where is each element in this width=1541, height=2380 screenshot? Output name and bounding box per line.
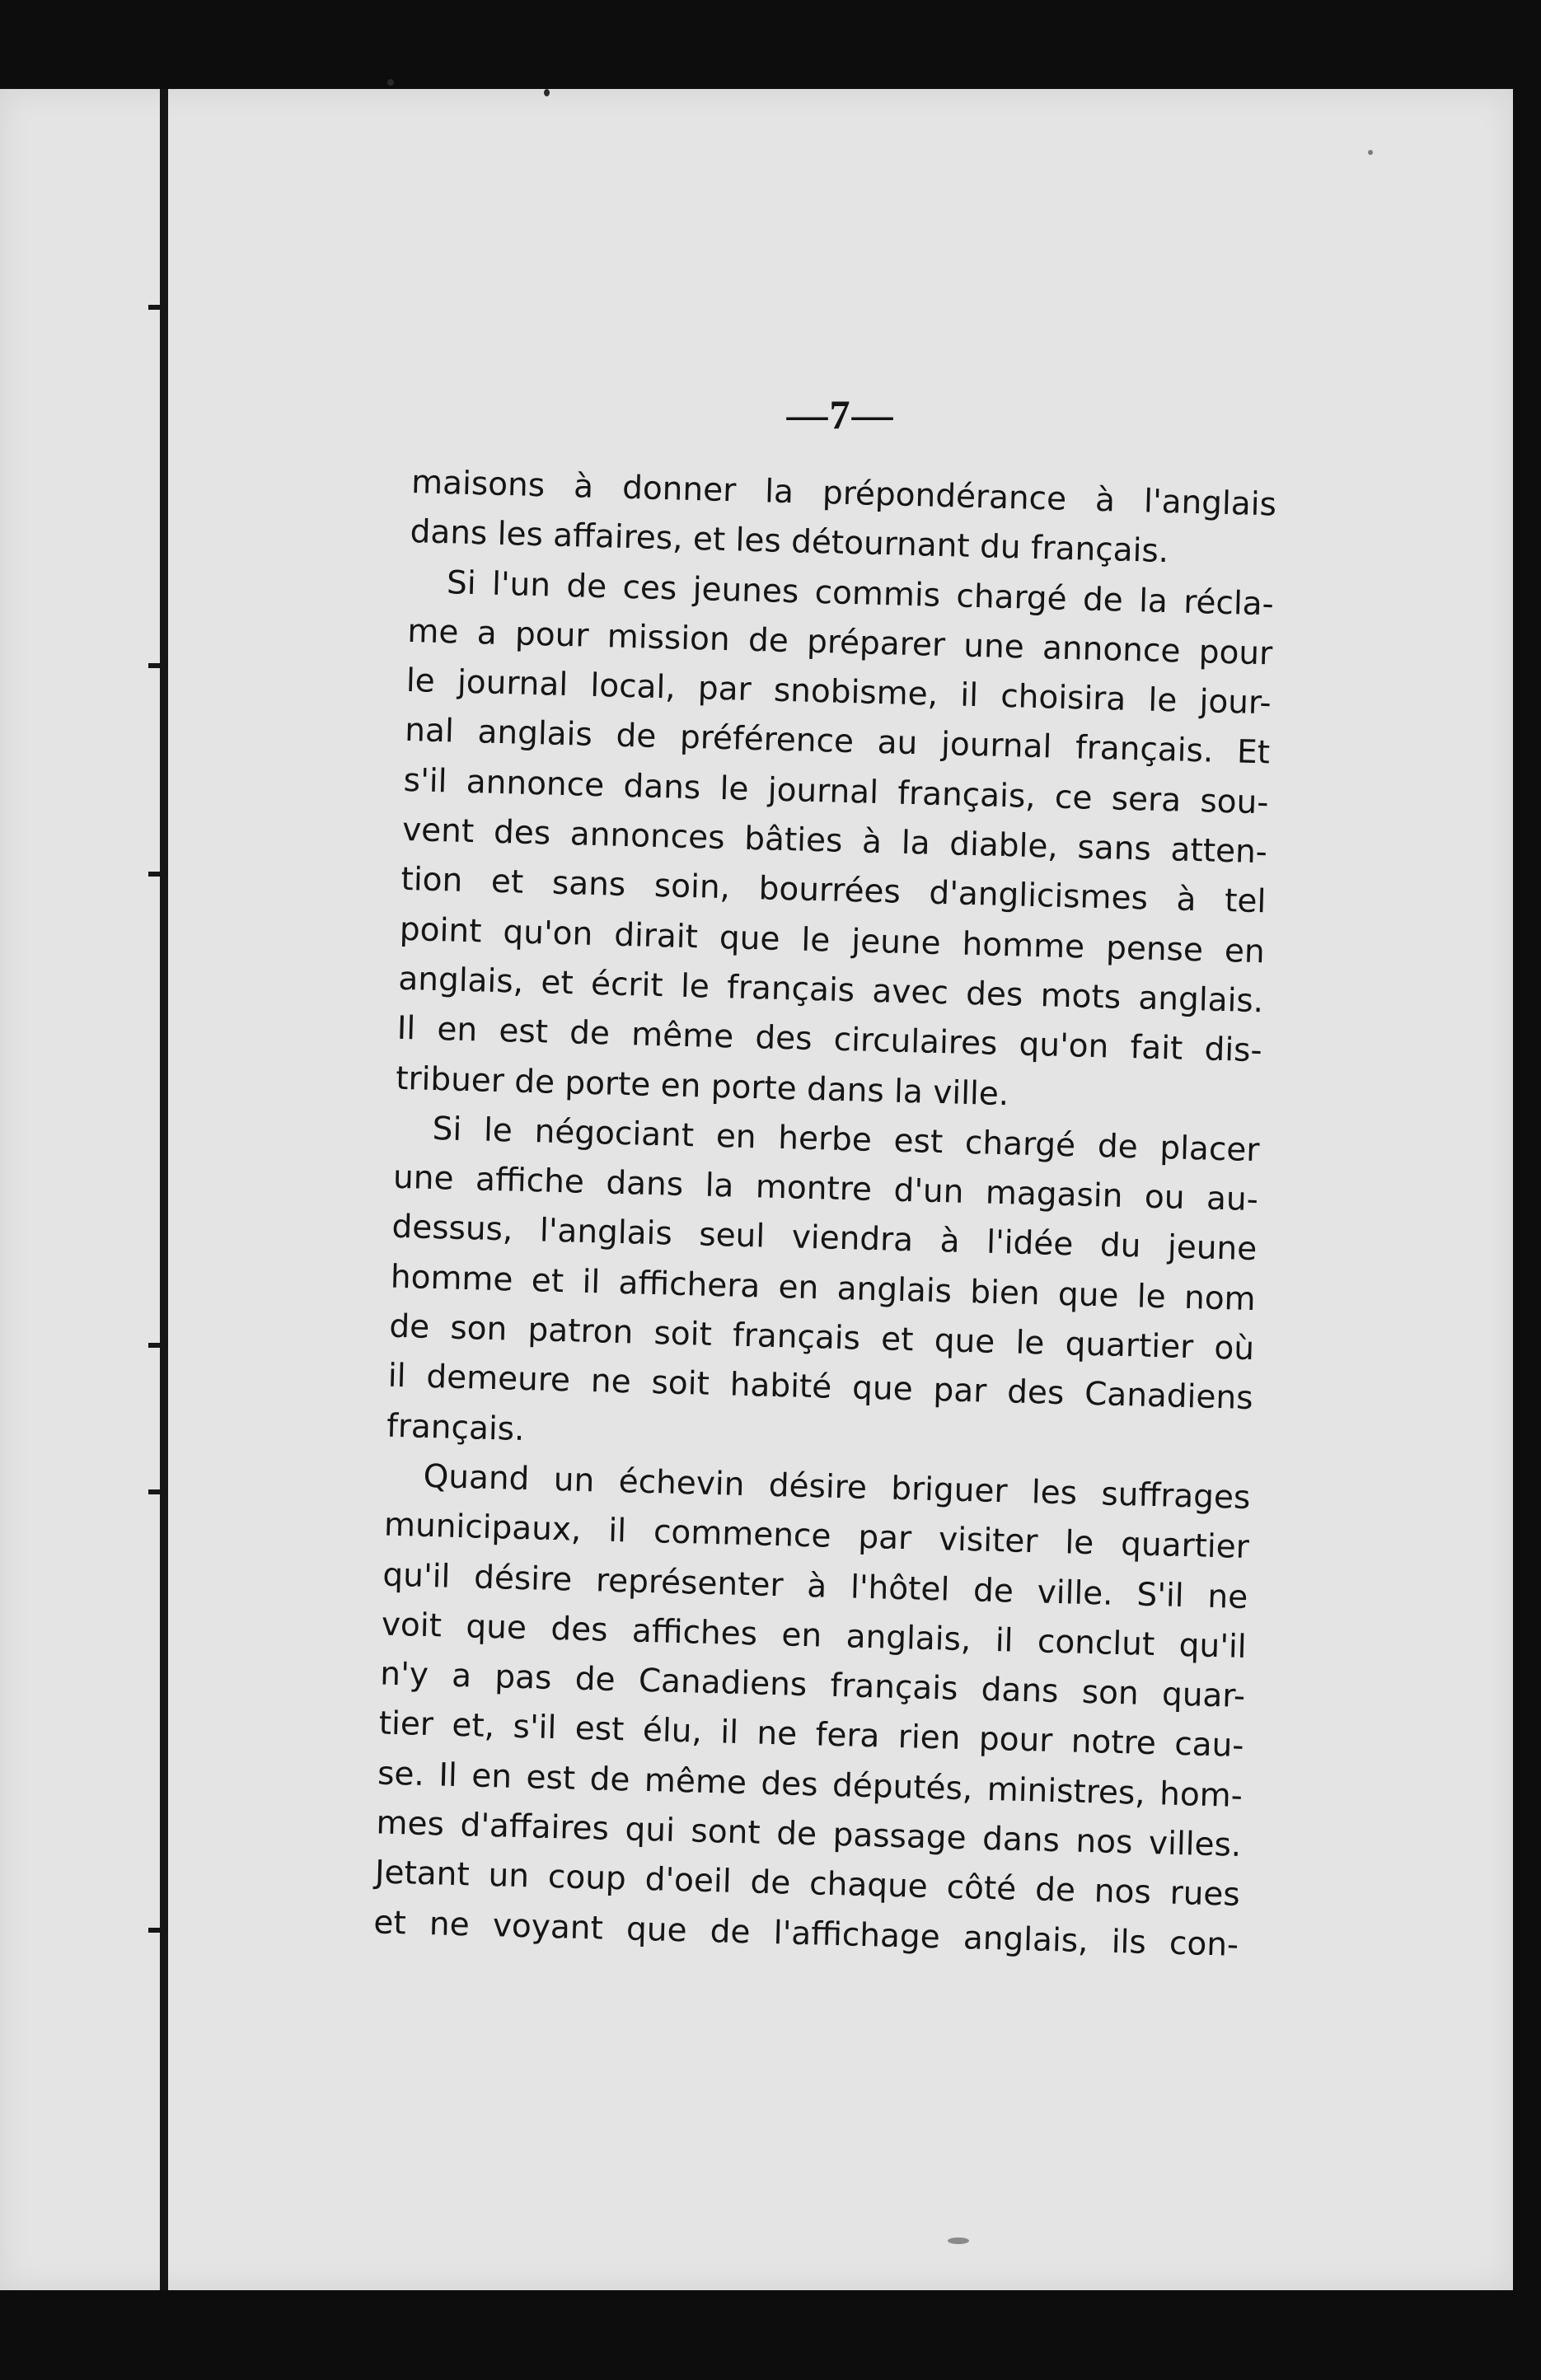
binding-tick [148, 872, 160, 877]
body-text [373, 458, 1277, 1971]
text-line: voit que des affiches en anglais, il conclut qu'il [381, 1606, 1248, 1666]
text-line: tion et sans soin, bourrées d'anglicismes à tel [400, 861, 1267, 921]
text-line: français. [386, 1407, 526, 1448]
text-line: municipaux, il commence par visiter le quartier [383, 1506, 1250, 1567]
binding-tick [148, 1489, 160, 1494]
text-line: n'y a pas de Canadiens français dans son quar- [379, 1655, 1246, 1716]
text-line: vent des annonces bâties à la diable, sans atten- [401, 811, 1268, 872]
text-line: Si l'un de ces jeunes commis chargé de la récla- [446, 563, 1275, 624]
text-line: tribuer de porte en porte dans la ville. [395, 1059, 1009, 1113]
text-line: homme et il affichera en anglais bien que le nom [390, 1258, 1257, 1318]
text-line: anglais, et écrit le français avec des mots anglais. [397, 960, 1264, 1021]
scan-speck [387, 79, 394, 86]
text-line: Si le négociant en herbe est chargé de placer [432, 1110, 1260, 1170]
text-line: Il en est de même des circulaires qu'on fait dis- [396, 1010, 1263, 1070]
page-number: —7— [786, 391, 895, 437]
text-line: point qu'on dirait que le jeune homme pense en [399, 910, 1266, 970]
text-line: qu'il désire représenter à l'hôtel de ville. S'il ne [382, 1556, 1248, 1616]
binding-tick [148, 305, 160, 310]
text-line: tier et, s'il est élu, il ne fera rien pour notre cau- [378, 1704, 1244, 1765]
text-line: se. Il en est de même des députés, ministres, hom- [377, 1755, 1244, 1815]
text-line: dans les affaires, et les détournant du français. [410, 513, 1169, 571]
binding-tick [148, 663, 160, 668]
text-line: il demeure ne soit habité que par des Canadiens [387, 1357, 1254, 1418]
text-line: Jetant un coup d'oeil de chaque côté de nos rues [374, 1854, 1241, 1915]
text-line: de son patron soit français et que le quartier où [388, 1307, 1255, 1368]
text-line: maisons à donner la prépondérance à l'anglais [410, 463, 1277, 524]
text-line: nal anglais de préférence au journal français. Et [404, 712, 1271, 772]
scan-speck [948, 2237, 969, 2244]
text-line: Quand un échevin désire briguer les suffrages [423, 1457, 1251, 1517]
text-line: une affiche dans la montre d'un magasin ou au- [392, 1158, 1259, 1219]
text-line: le journal local, par snobisme, il choisira le jour- [405, 662, 1272, 722]
scan-speck [544, 89, 550, 96]
text-line: me a pour mission de préparer une annonce pour [406, 612, 1273, 673]
text-line: s'il annonce dans le journal français, ce sera sou- [403, 761, 1269, 822]
binding-tick [148, 1928, 160, 1933]
text-line: et ne voyant que de l'affichage anglais, ils con- [372, 1904, 1239, 1964]
scan-speck [1368, 150, 1373, 155]
text-line: dessus, l'anglais seul viendra à l'idée du jeune [391, 1209, 1258, 1269]
text-line: mes d'affaires qui sont de passage dans nos villes. [376, 1804, 1242, 1864]
binding-tick [148, 1343, 160, 1348]
